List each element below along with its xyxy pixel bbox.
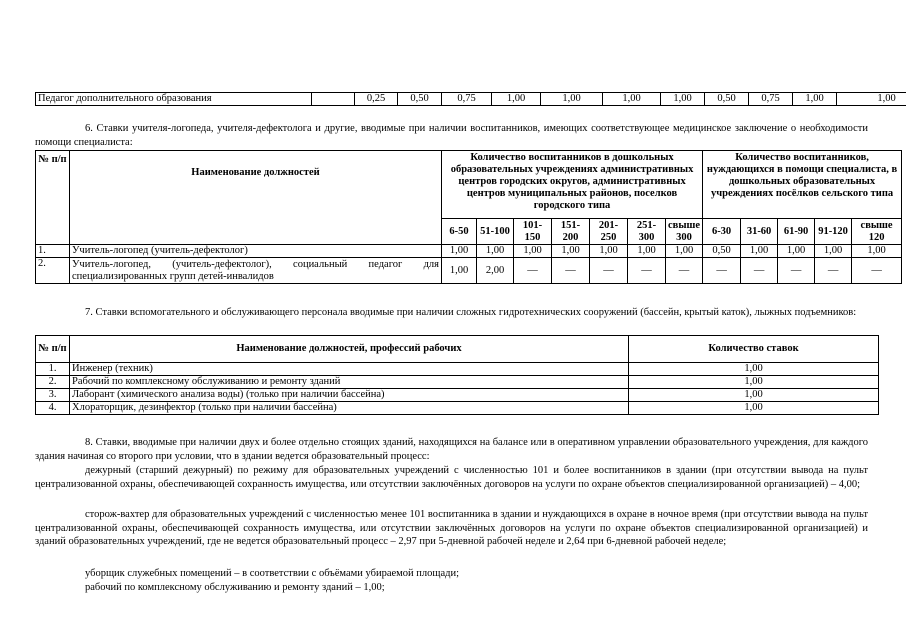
section8-paragraph-3: сторож-вахтер для образовательных учреждений с численностью менее 101 воспитанника в здании и нуждающихся в охране в ночное время (при отсутствии вывода на пульт централизованной охраны, обеспечивающей сохранность имущества, или отсутствии заключённых договоров на услуги по охране объектов специализированной организацией) и зданий образовательных учреждений, где не ведется образовательный процесс – 2,97 при 5-дневной рабочей неделе и 2,64 при 6-дневной рабочей неделе; bbox=[35, 509, 868, 547]
col-header: 101-150 bbox=[514, 219, 552, 245]
table-cell: 2,00 bbox=[477, 258, 514, 284]
section7-table bbox=[35, 335, 879, 415]
row-num: 4. bbox=[36, 402, 70, 415]
table-cell: 1,00 bbox=[492, 93, 541, 106]
table-cell: — bbox=[852, 258, 902, 284]
table-cell: 1,00 bbox=[552, 245, 590, 258]
col-header: 91-120 bbox=[815, 219, 852, 245]
table-cell: 1,00 bbox=[666, 245, 703, 258]
table-cell: 0,50 bbox=[705, 93, 749, 106]
table-cell bbox=[312, 93, 355, 106]
table-cell: 1,00 bbox=[815, 245, 852, 258]
row-name: Лаборант (химического анализа воды) (только при наличии бассейна) bbox=[70, 389, 629, 402]
col-header: 151-200 bbox=[552, 219, 590, 245]
col-header: 51-100 bbox=[477, 219, 514, 245]
section8-paragraph-1: 8. Ставки, вводимые при наличии двух и более отдельно стоящих зданий, находящихся на балансе или в оперативном управлении образовательного учреждения, для каждого здания начиная со второго при условии, что в здании ведется образовательный процесс: bbox=[35, 437, 868, 462]
row-num: 1. bbox=[36, 245, 70, 258]
row-num: 2. bbox=[36, 376, 70, 389]
table-cell: — bbox=[815, 258, 852, 284]
row-count: 1,00 bbox=[629, 376, 879, 389]
table-cell: 0,50 bbox=[398, 93, 442, 106]
table-cell: 1,00 bbox=[603, 93, 661, 106]
col-header: 6-50 bbox=[442, 219, 477, 245]
table-row bbox=[36, 376, 879, 389]
table-cell: — bbox=[628, 258, 666, 284]
table-cell: 0,25 bbox=[355, 93, 398, 106]
row-count: 1,00 bbox=[629, 363, 879, 376]
table-cell: — bbox=[741, 258, 778, 284]
table-row bbox=[36, 363, 879, 376]
col-header-name: Наименование должностей bbox=[70, 151, 442, 245]
col-header-name: Наименование должностей, профессий рабочих bbox=[70, 336, 629, 363]
section6-intro: 6. Ставки учителя-логопеда, учителя-дефектолога и другие, вводимые при наличии воспитанников, имеющих соответствующее медицинское заключение о необходимости помощи специалиста: bbox=[35, 123, 868, 148]
col-header-num: № п/п bbox=[36, 151, 70, 245]
table-cell: 0,75 bbox=[442, 93, 492, 106]
row-name: Инженер (техник) bbox=[70, 363, 629, 376]
col-header-num: № п/п bbox=[36, 336, 70, 363]
table-cell: 1,00 bbox=[661, 93, 705, 106]
row-name: Рабочий по комплексному обслуживанию и ремонту зданий bbox=[70, 376, 629, 389]
col-header-count: Количество ставок bbox=[629, 336, 879, 363]
section7-intro: 7. Ставки вспомогательного и обслуживающего персонала вводимые при наличии сложных гидротехнических сооружений (бассейн, крытый каток), лыжных подъемников: bbox=[85, 307, 857, 318]
table-cell: — bbox=[778, 258, 815, 284]
row-count: 1,00 bbox=[629, 402, 879, 415]
col-header: 251-300 bbox=[628, 219, 666, 245]
col-header: свыше 120 bbox=[852, 219, 902, 245]
section8-paragraph-4: уборщик служебных помещений – в соответствии с объёмами убираемой площади; bbox=[85, 568, 460, 579]
row-count: 1,00 bbox=[629, 389, 879, 402]
table-cell: 1,00 bbox=[442, 245, 477, 258]
col-header: 31-60 bbox=[741, 219, 778, 245]
row-name: Хлораторщик, дезинфектор (только при наличии бассейна) bbox=[70, 402, 629, 415]
table-cell: 1,00 bbox=[837, 93, 906, 106]
table-cell: — bbox=[590, 258, 628, 284]
table-header-row bbox=[36, 151, 902, 219]
table-cell: 1,00 bbox=[628, 245, 666, 258]
table-cell: 1,00 bbox=[590, 245, 628, 258]
table-row bbox=[36, 389, 879, 402]
col-group-rural: Количество воспитанников, нуждающихся в помощи специалиста, в дошкольных образовательных учреждениях посёлков сельского типа bbox=[703, 151, 902, 219]
top-row-table bbox=[35, 92, 906, 106]
row-label: Педагог дополнительного образования bbox=[36, 93, 312, 106]
table-row bbox=[36, 93, 906, 106]
table-cell: 0,75 bbox=[749, 93, 793, 106]
table-cell: 1,00 bbox=[741, 245, 778, 258]
table-row bbox=[36, 245, 902, 258]
table-cell: 1,00 bbox=[793, 93, 837, 106]
table-cell: 1,00 bbox=[514, 245, 552, 258]
row-num: 2. bbox=[36, 258, 70, 284]
table-cell: 1,00 bbox=[541, 93, 603, 106]
table-cell: 1,00 bbox=[778, 245, 815, 258]
col-group-urban: Количество воспитанников в дошкольных образовательных учреждениях административных центров городских округов, административных центров муниципальных районов, поселков городского типа bbox=[442, 151, 703, 219]
col-header: свыше 300 bbox=[666, 219, 703, 245]
row-num: 3. bbox=[36, 389, 70, 402]
col-header: 61-90 bbox=[778, 219, 815, 245]
table-cell: 1,00 bbox=[852, 245, 902, 258]
table-row bbox=[36, 402, 879, 415]
col-header: 6-30 bbox=[703, 219, 741, 245]
row-num: 1. bbox=[36, 363, 70, 376]
col-header: 201-250 bbox=[590, 219, 628, 245]
section8-paragraph-5: рабочий по комплексному обслуживанию и ремонту зданий – 1,00; bbox=[85, 582, 385, 593]
table-cell: 1,00 bbox=[477, 245, 514, 258]
table-cell: — bbox=[514, 258, 552, 284]
table-cell: 0,50 bbox=[703, 245, 741, 258]
table-row bbox=[36, 258, 902, 284]
table-cell: — bbox=[703, 258, 741, 284]
section8-paragraph-2: дежурный (старший дежурный) по режиму для образовательных учреждений с численностью 101 и более воспитанников в здании (при отсутствии вывода на пульт централизованной охраны, обеспечивающей сохранность имущества, или отсутствии заключённых договоров на услуги по охране объектов специализированной организацией) – 4,00; bbox=[35, 465, 868, 490]
table-cell: 1,00 bbox=[442, 258, 477, 284]
section6-table bbox=[35, 150, 902, 284]
table-cell: — bbox=[666, 258, 703, 284]
row-name: Учитель-логопед, (учитель-дефектолог), социальный педагог для специализированных групп детей-инвалидов bbox=[70, 258, 442, 284]
table-header-row bbox=[36, 336, 879, 363]
row-name: Учитель-логопед (учитель-дефектолог) bbox=[70, 245, 442, 258]
table-cell: — bbox=[552, 258, 590, 284]
